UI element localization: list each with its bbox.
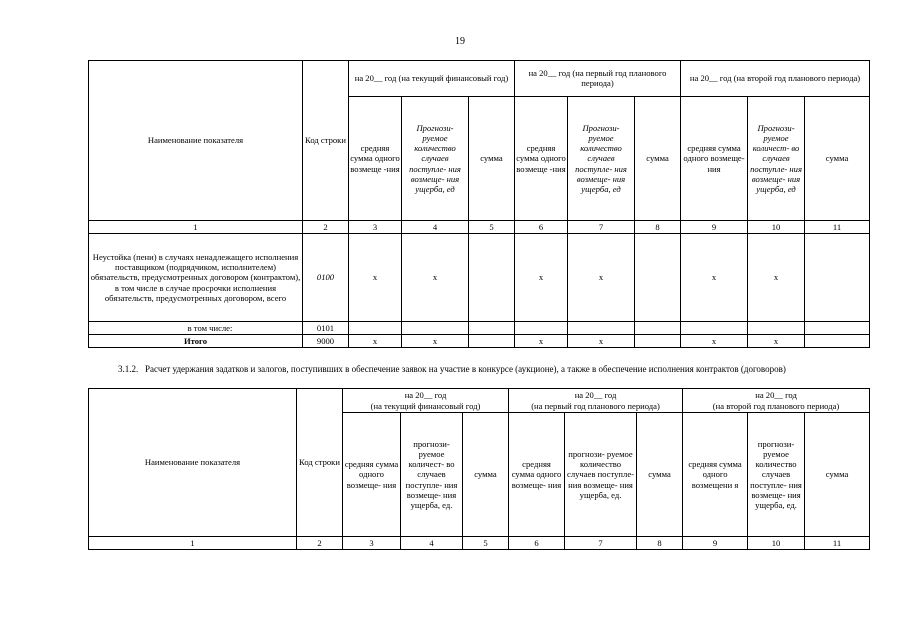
x-mark: x (349, 335, 402, 348)
row-name-including: в том числе: (89, 322, 303, 335)
x-mark: x (568, 335, 635, 348)
empty-cell (469, 234, 515, 322)
header-average-amount: средняя сумма одного возмеще- ния (681, 97, 748, 221)
column-number: 10 (748, 537, 805, 550)
row-code: 0100 (303, 234, 349, 322)
row-name-total: Итого (89, 335, 303, 348)
column-number: 9 (683, 537, 748, 550)
header-indicator-name: Наименование показателя (89, 389, 297, 537)
column-number: 1 (89, 537, 297, 550)
column-number: 5 (469, 221, 515, 234)
table-row (89, 322, 870, 335)
indicator-table-penalties (88, 60, 870, 348)
column-number: 6 (515, 221, 568, 234)
header-period-first-plan-year-sub: (на первый год планового периода) (509, 401, 683, 413)
row-code: 0101 (303, 322, 349, 335)
empty-cell (349, 322, 402, 335)
header-sum: сумма (637, 413, 683, 537)
empty-cell (568, 322, 635, 335)
section-paragraph-3-1-2 (88, 364, 848, 375)
row-code: 9000 (303, 335, 349, 348)
header-sum: сумма (805, 413, 870, 537)
column-number: 4 (401, 537, 463, 550)
header-average-amount: средняя сумма одного возмеще- ния (343, 413, 401, 537)
header-row-code: Код строки (303, 61, 349, 221)
x-mark: x (748, 234, 805, 322)
column-number: 4 (402, 221, 469, 234)
column-number: 3 (349, 221, 402, 234)
column-number: 11 (805, 221, 870, 234)
column-number: 1 (89, 221, 303, 234)
column-number: 7 (565, 537, 637, 550)
column-number: 7 (568, 221, 635, 234)
column-number: 8 (637, 537, 683, 550)
header-period-current-year: на 20__ год (на текущий финансовый год) (349, 61, 515, 97)
column-number-row (89, 537, 870, 550)
header-sum: сумма (805, 97, 870, 221)
header-period-second-plan-year: на 20__ год (на второй год планового периода) (681, 61, 870, 97)
x-mark: x (402, 335, 469, 348)
header-period-current-year: на 20__ год (343, 389, 509, 401)
column-number: 8 (635, 221, 681, 234)
x-mark: x (748, 335, 805, 348)
empty-cell (748, 322, 805, 335)
empty-cell (515, 322, 568, 335)
table-row (89, 234, 870, 322)
header-average-amount: средняя сумма одного возмеще -ния (515, 97, 568, 221)
header-sum: сумма (469, 97, 515, 221)
header-forecast-count: Прогнози- руемое количество случаев поступле- ния возмеще- ния ущерба, ед (568, 97, 635, 221)
header-average-amount: средняя сумма одного возмеще- ния (509, 413, 565, 537)
x-mark: x (515, 234, 568, 322)
column-number-row (89, 221, 870, 234)
section-text: Расчет удержания задатков и залогов, поступивших в обеспечение заявок на участие в конкурсе (аукционе), а также в обеспечение исполнения контрактов (договоров) (145, 364, 786, 374)
header-forecast-count: прогнози- руемое количест- во случаев поступле- ния возмеще- ния ущерба, ед. (401, 413, 463, 537)
header-period-second-plan-year-sub: (на второй год планового периода) (683, 401, 870, 413)
empty-cell (681, 322, 748, 335)
empty-cell (805, 335, 870, 348)
column-number: 10 (748, 221, 805, 234)
x-mark: x (568, 234, 635, 322)
indicator-table-deposits (88, 388, 870, 550)
x-mark: x (402, 234, 469, 322)
header-average-amount: средняя сумма одного возмеще -ния (349, 97, 402, 221)
header-sum: сумма (463, 413, 509, 537)
x-mark: x (681, 234, 748, 322)
header-period-second-plan-year: на 20__ год (683, 389, 870, 401)
column-number: 2 (297, 537, 343, 550)
page-number: 19 (455, 36, 465, 47)
header-period-first-plan-year: на 20__ год (509, 389, 683, 401)
column-number: 5 (463, 537, 509, 550)
column-number: 9 (681, 221, 748, 234)
column-number: 11 (805, 537, 870, 550)
header-sum: сумма (635, 97, 681, 221)
x-mark: x (515, 335, 568, 348)
column-number: 6 (509, 537, 565, 550)
header-indicator-name: Наименование показателя (89, 61, 303, 221)
header-row-code: Код строки (297, 389, 343, 537)
empty-cell (469, 322, 515, 335)
column-number: 3 (343, 537, 401, 550)
header-forecast-count: прогнози- руемое количество случаев поступле- ния возмеще- ния ущерба, ед. (565, 413, 637, 537)
header-forecast-count: Прогнози- руемое количество случаев поступле- ния возмеще- ния ущерба, ед (402, 97, 469, 221)
header-period-first-plan-year: на 20__ год (на первый год планового периода) (515, 61, 681, 97)
empty-cell (805, 234, 870, 322)
column-number: 2 (303, 221, 349, 234)
x-mark: x (681, 335, 748, 348)
section-number: 3.1.2. (118, 364, 139, 374)
table-row-total (89, 335, 870, 348)
empty-cell (805, 322, 870, 335)
empty-cell (402, 322, 469, 335)
empty-cell (635, 335, 681, 348)
header-forecast-count: Прогнози- руемое количест- во случаев поступле- ния возмеще- ния ущерба, ед (748, 97, 805, 221)
x-mark: x (349, 234, 402, 322)
header-forecast-count: прогнози- руемое количество случаев поступле- ния возмеще- ния ущерба, ед. (748, 413, 805, 537)
header-average-amount: средняя сумма одного возмещени я (683, 413, 748, 537)
empty-cell (635, 322, 681, 335)
empty-cell (469, 335, 515, 348)
empty-cell (635, 234, 681, 322)
row-name-penalty: Неустойка (пени) в случаях ненадлежащего исполнения поставщиком (подрядчиком, исполнителем) обязательств, предусмотренных договором (контрактом), в том числе в случае просрочки исполнения обязательств, предусмотренных договором, всего (89, 234, 303, 322)
header-period-current-year-sub: (на текущий финансовый год) (343, 401, 509, 413)
